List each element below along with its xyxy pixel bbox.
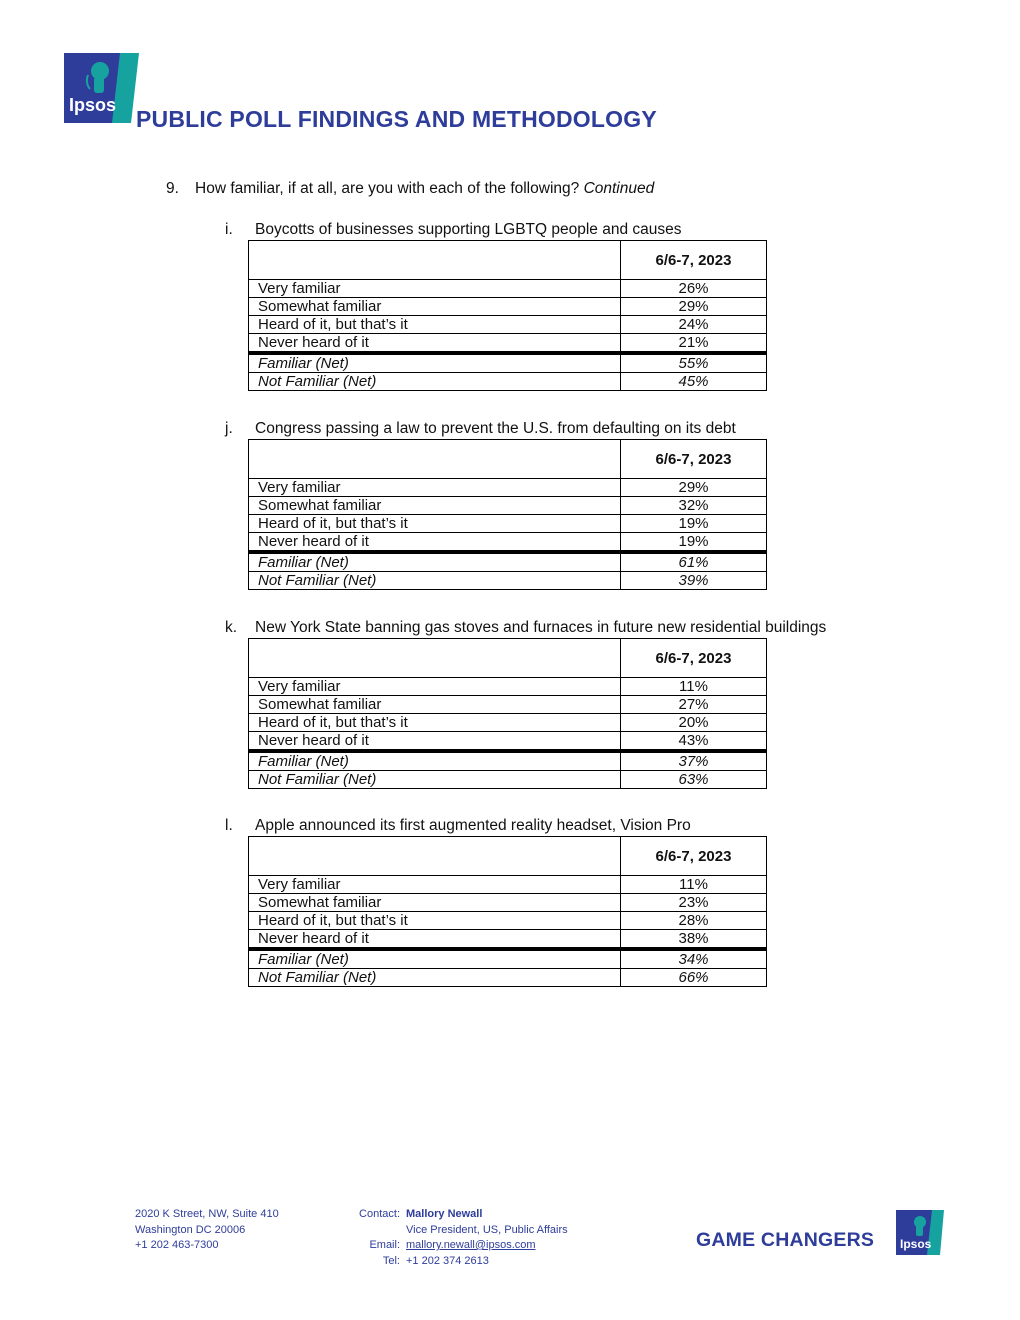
results-table	[248, 240, 767, 391]
net-value: 34%	[621, 949, 767, 969]
table-row	[249, 678, 767, 696]
net-value: 37%	[621, 751, 767, 771]
net-label: Familiar (Net)	[249, 751, 621, 771]
net-label: Familiar (Net)	[249, 552, 621, 572]
ipsos-logo	[64, 53, 139, 123]
row-value: 19%	[621, 515, 767, 533]
contact-name: Mallory Newall	[406, 1208, 483, 1220]
sub-question-letter: j.	[225, 420, 233, 437]
page-title: PUBLIC POLL FINDINGS AND METHODOLOGY	[136, 106, 657, 132]
net-label: Not Familiar (Net)	[249, 373, 621, 391]
net-value: 39%	[621, 572, 767, 590]
row-label: Somewhat familiar	[249, 298, 621, 316]
email-label: Email:	[369, 1239, 400, 1251]
sub-question-title	[225, 619, 826, 637]
contact-phone: +1 202 374 2613	[406, 1254, 489, 1267]
column-header: 6/6-7, 2023	[621, 639, 767, 678]
sub-question-text: Apple announced its first augmented reality headset, Vision Pro	[255, 817, 691, 834]
footer-contact	[340, 1207, 568, 1269]
net-row	[249, 751, 767, 771]
results-table	[248, 439, 767, 590]
row-label: Very familiar	[249, 876, 621, 894]
address-line: Washington DC 20006	[135, 1223, 246, 1236]
table-row	[249, 334, 767, 354]
sub-question-text: Boycotts of businesses supporting LGBTQ people and causes	[255, 221, 682, 238]
row-value: 11%	[621, 876, 767, 894]
table-row	[249, 316, 767, 334]
net-value: 61%	[621, 552, 767, 572]
tel-label: Tel:	[382, 1254, 400, 1267]
question-text: How familiar, if at all, are you with each of the following?	[195, 180, 580, 197]
row-label: Heard of it, but that’s it	[249, 515, 621, 533]
row-label: Never heard of it	[249, 930, 621, 950]
net-label: Familiar (Net)	[249, 949, 621, 969]
net-row	[249, 552, 767, 572]
net-value: 55%	[621, 353, 767, 373]
column-header: 6/6-7, 2023	[621, 837, 767, 876]
net-row	[249, 353, 767, 373]
net-row	[249, 373, 767, 391]
row-label: Somewhat familiar	[249, 497, 621, 515]
net-row	[249, 969, 767, 987]
svg-text:Ipsos: Ipsos	[900, 1237, 932, 1251]
address-phone: +1 202 463-7300	[135, 1239, 219, 1251]
table-row	[249, 497, 767, 515]
email-link[interactable]: mallory.newall@ipsos.com	[406, 1239, 536, 1251]
header-blank-cell	[249, 639, 621, 678]
row-value: 28%	[621, 912, 767, 930]
net-value: 45%	[621, 373, 767, 391]
ipsos-logo-footer	[896, 1210, 944, 1255]
header-blank-cell	[249, 241, 621, 280]
table-row	[249, 714, 767, 732]
header-blank-cell	[249, 837, 621, 876]
table-header-row	[249, 241, 767, 280]
net-label: Not Familiar (Net)	[249, 969, 621, 987]
row-label: Very familiar	[249, 678, 621, 696]
results-table	[248, 836, 767, 987]
sub-question-letter: i.	[225, 221, 233, 238]
net-label: Not Familiar (Net)	[249, 572, 621, 590]
row-label: Heard of it, but that’s it	[249, 714, 621, 732]
results-table	[248, 638, 767, 789]
row-value: 23%	[621, 894, 767, 912]
table-row	[249, 912, 767, 930]
row-value: 24%	[621, 316, 767, 334]
net-row	[249, 949, 767, 969]
row-value: 38%	[621, 930, 767, 950]
table-header-row	[249, 837, 767, 876]
row-value: 32%	[621, 497, 767, 515]
sub-question-title	[225, 221, 682, 239]
row-label: Very familiar	[249, 280, 621, 298]
net-label: Familiar (Net)	[249, 353, 621, 373]
table-row	[249, 515, 767, 533]
sub-question-title	[225, 420, 736, 438]
svg-text:Ipsos: Ipsos	[69, 95, 117, 115]
row-label: Somewhat familiar	[249, 894, 621, 912]
question-continued: Continued	[583, 180, 655, 197]
table-row	[249, 876, 767, 894]
row-value: 20%	[621, 714, 767, 732]
row-value: 29%	[621, 298, 767, 316]
contact-title: Vice President, US, Public Affairs	[406, 1223, 568, 1236]
tagline: GAME CHANGERS	[696, 1229, 875, 1251]
net-value: 66%	[621, 969, 767, 987]
table-row	[249, 696, 767, 714]
row-label: Heard of it, but that’s it	[249, 316, 621, 334]
row-label: Never heard of it	[249, 732, 621, 752]
table-header-row	[249, 639, 767, 678]
question-number: 9.	[166, 180, 179, 197]
contact-label: Contact:	[359, 1208, 400, 1220]
row-value: 27%	[621, 696, 767, 714]
net-value: 63%	[621, 771, 767, 789]
net-row	[249, 572, 767, 590]
row-value: 11%	[621, 678, 767, 696]
row-value: 21%	[621, 334, 767, 354]
sub-question-letter: l.	[225, 817, 233, 834]
column-header: 6/6-7, 2023	[621, 440, 767, 479]
net-row	[249, 771, 767, 789]
row-label: Heard of it, but that’s it	[249, 912, 621, 930]
sub-question-text: Congress passing a law to prevent the U.S. from defaulting on its debt	[255, 420, 736, 437]
footer-address	[135, 1207, 279, 1254]
table-row	[249, 894, 767, 912]
sub-question-title	[225, 817, 691, 835]
net-label: Not Familiar (Net)	[249, 771, 621, 789]
sub-question-text: New York State banning gas stoves and furnaces in future new residential buildings	[255, 619, 827, 636]
table-row	[249, 533, 767, 553]
sub-question-letter: k.	[225, 619, 238, 636]
question-9	[166, 180, 654, 198]
table-row	[249, 280, 767, 298]
row-label: Never heard of it	[249, 533, 621, 553]
header-blank-cell	[249, 440, 621, 479]
table-row	[249, 930, 767, 950]
row-value: 19%	[621, 533, 767, 553]
table-row	[249, 732, 767, 752]
row-label: Never heard of it	[249, 334, 621, 354]
row-value: 43%	[621, 732, 767, 752]
address-line: 2020 K Street, NW, Suite 410	[135, 1208, 279, 1220]
table-row	[249, 479, 767, 497]
column-header: 6/6-7, 2023	[621, 241, 767, 280]
row-label: Somewhat familiar	[249, 696, 621, 714]
row-label: Very familiar	[249, 479, 621, 497]
table-row	[249, 298, 767, 316]
table-header-row	[249, 440, 767, 479]
row-value: 26%	[621, 280, 767, 298]
row-value: 29%	[621, 479, 767, 497]
